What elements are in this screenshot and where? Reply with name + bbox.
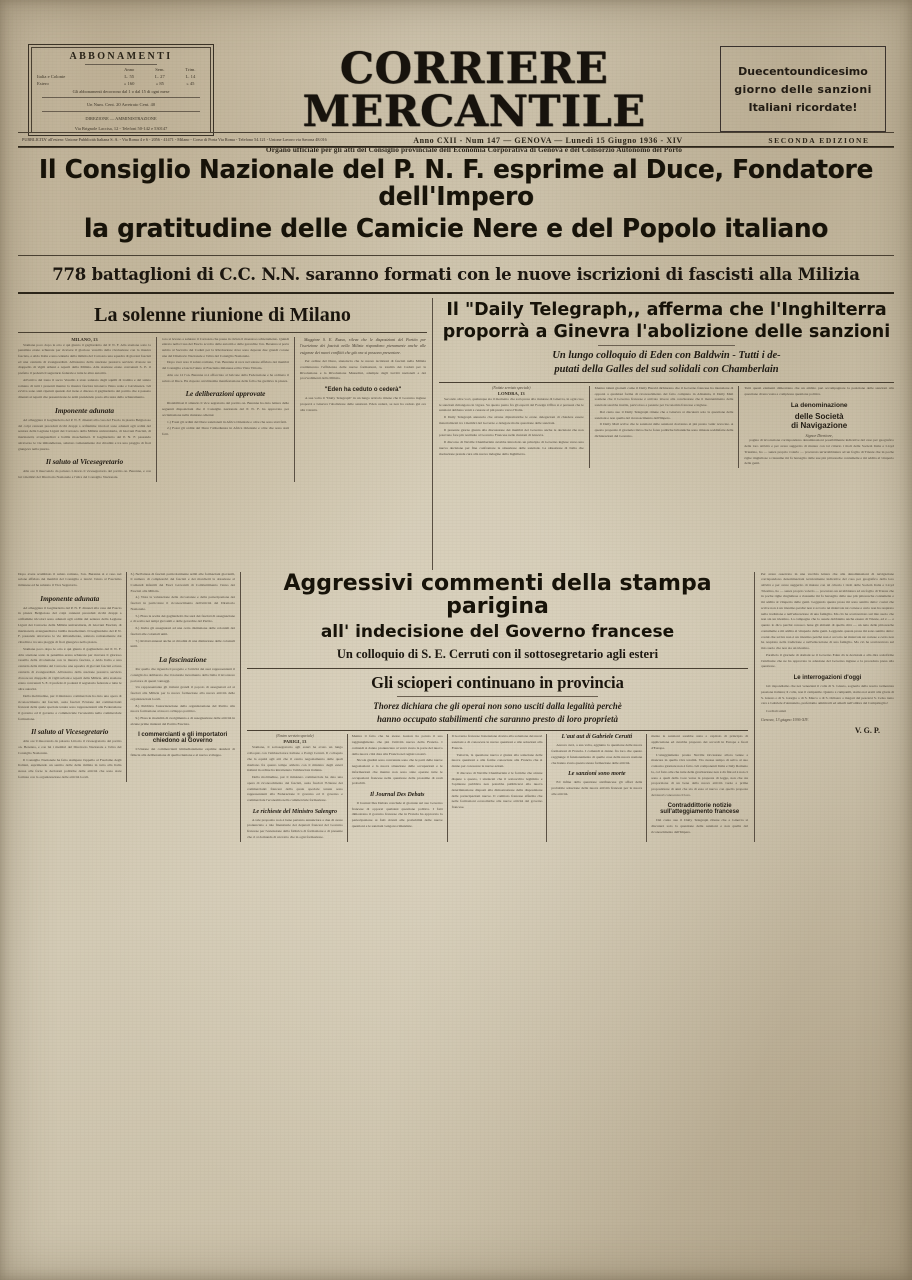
strike-subhead-line-1: Thorez dichiara che gli operai non sono usciti dalla legalità perchè — [373, 701, 622, 712]
parigi-headline-line-1: Aggressivi commenti della stampa parigina — [283, 570, 712, 619]
sub-aut-aut-cerutti: L'aut aut di Gabriele Cerutti — [561, 734, 633, 741]
paragraph: Secondo altre voci, qualunque sia il momento che sarà presa alla riunione di Ginevra, in ogni caso le sanzioni rimangono in vigore. Su questo punto fra gli esperti del Foreign Office si è persuasi che le sanzioni debbano venir a cessare al più presto verso l'Italia. — [439, 396, 584, 413]
sanctions-line-2: giorno delle sanzioni — [734, 82, 872, 96]
main-headline — [18, 157, 894, 243]
left-cont-body-4 — [131, 572, 235, 651]
left-cont-body-3 — [18, 739, 122, 780]
paragraph: mente le sanzioni sarebbe stata a capitolo di principio di applicazione ed avrebbe proposto dei accordi in Europa e fuori d'Europa. — [651, 734, 749, 750]
sub-eden-ceduto: "Eden ha ceduto o cederà" — [324, 387, 402, 394]
left-cont-col-2 — [126, 572, 235, 782]
parigi-dateline: PARIGI, 13 — [283, 739, 307, 745]
nameplate — [18, 14, 894, 154]
department-label: DIREZIONE — AMMINISTRAZIONE — [85, 116, 157, 122]
paragraph: All'arrivo del treno il sacro Vessillo è stato salutato dagli squilli di tromba e dal saluto romano di tutti i presenti mentre la musica fascista intonava l'inno reale e Giovinezza. Gli evviva sono stati ripetuti quando dal treno è disceso il gagliardetto del partito che è passato dinanzi ai reparti che presentavano le armi prendendo posto alla testa dello schieramento. — [18, 377, 151, 400]
subscriptions-table — [36, 67, 206, 88]
milizia-note-body — [300, 359, 426, 382]
subscriptions-box — [28, 44, 214, 136]
paragraph: Stamane poco dopo le otto è qui giunto il gagliardetto del P. N. F. Alla stazione sotto la pensilina erano schierate per ricevere il glorioso vessillo della rivoluzione con la musica fascista, e Aldo Italia e una centuria della milizia del Carrozzo una squadra di giovani fascisti ed una centuria di avanguardisti. All'esterno della stazione prestava servizio d'onore un drappello di vigili urbani e reparti della Milizia. Alla stazione erano convenuti S. E. il prefetto il podestà il segretario federale e tutte le altre autorità. — [18, 646, 122, 692]
paragraph: Ad albeggiare il Gagliardetto del P. N. F. dinanzi alla casa del Fascio in piazza Belgioioso del colpi cannoni preceduti ricchi drappi a orifiamme tricolori sono adunati agli ordini del seniore della Legione Liguri dei Carrozzo della Milizia universitaria, di Giovani Fascisti, di marinaretti, avanguardisti e balilla moschettieri. Il Gagliardetto del P. N. F. passando attraverso le vie imbandierate, salutato romanamente dai cittadini e tra una pioggia di fiori giungeva nella piazza. — [18, 605, 122, 645]
left-cont-body-1 — [18, 572, 122, 589]
issue-dateline: Anno CXII - Num 147 — GENOVA — Lunedì 15 Giugno 1936 - XIV — [413, 135, 683, 145]
telegraph-col-2 — [589, 386, 739, 468]
col-header-anno: Anno — [124, 67, 135, 72]
paragraph: Mentre taluni giornali come il Daily Herald dichiarano che il Governo francese ha intenzione di opporsi a qualsiasi forma di riconoscimento del fatto compiuto in Abissinia, il Daily Mail sostiene che il Governo francese è arrivato invece alla conclusione che il mantenimento delle sanzioni sarebbe inutile, pericoloso e pesante per l'economia francese e inglese. — [594, 385, 734, 408]
subscriptions-title: ABBONAMENTI — [69, 51, 173, 62]
headline-line-1: Il Consiglio Nazionale del P. N. F. esprime al Duce, Fondatore dell'Impero — [38, 155, 874, 212]
paragraph: Cordiali saluti — [766, 708, 787, 713]
sub-imponente-adunata: Imponente adunata — [40, 593, 100, 603]
sub-richieste-salengro: Le richieste del Ministro Salengro — [252, 808, 338, 815]
telegraph-headline-line-1: Il "Daily Telegraph,, afferma che l'Inghilterra — [446, 299, 887, 320]
paragraph: Alle ore 9 muovendo da palazzo Littorio il vicesegretario del partito on. Berenna, e con lui i membri del Direttorio Nazionale e l'altra del Consiglio Nazionale. — [18, 469, 151, 480]
newspaper-sheet — [18, 14, 894, 1266]
milano-col-3 — [294, 337, 426, 482]
paragraph: 3.) Nell'attesa di fascisti particolarmente arditi alle formazioni giovanili, il numero di complessivi dei fascisti e dei marchetti la dotazione al Comandi infantili dei Fasci Giovanili di Combattimento l'anno dei Fascisti alla Milizia. — [130, 571, 235, 593]
parigi-article — [240, 572, 754, 842]
paragraph: Il Consiglio Nazionale ha fatto stampare l'appello al Fascismo degli Italiani, esprimendo un sentito delle delle milizia in tutta alla Italia stessa alle forze le decisioni politiche delle attività che sono state formate con la organizzazione delle attività locali. — [18, 757, 122, 779]
paragraph: Il Daily Telegraph annuncia che alcune diplomatiche le erano delegazioni di chiedere essere materializzati tra i membri del Governo e delegate molte questione delle sanzioni. — [439, 415, 584, 425]
col-header-sem: Sem. — [155, 67, 165, 72]
milano-article — [18, 298, 432, 570]
telegraph-dateline: LONDRA, 13 — [497, 390, 525, 396]
paragraph: Tutti questi elementi dimostrano che un ambito può accompagnare la posizione delle sanzioni alla questione di una vasta e complessa questione politica. — [744, 385, 895, 396]
parigi-body-col1b — [247, 818, 343, 841]
telegraph-subhead-line-1: Un lungo colloquio di Eden con Baldwin - Tutti i de- — [552, 349, 781, 361]
parigi-body-col2 — [352, 734, 443, 787]
paragraph: Ancora avrà, a sua volta, aggiunto la questione delle nuove formazioni di Francia. I comandi si danno fra loro che questo raggiunge il funzionamento di quelle cose della nuova nazione che hanno avuto questa stessa formazione delle attività. — [551, 743, 643, 765]
headline-subhead: 778 battaglioni di C.C. N.N. saranno formati con le nuove iscrizioni di fascisti alla Milizia — [52, 264, 860, 284]
cell-trim: » 45 — [186, 80, 195, 86]
left-cont-body-5 — [131, 667, 235, 727]
masthead-organ-line: Organo ufficiale per gli atti del Consiglio provinciale dell'Economia Corporativa di Genova e del Consorzio Autonomo del Porto — [265, 145, 683, 154]
divider — [85, 64, 156, 65]
paragraph: 1.) Fossi gli ordini del Duce sanzionati in Africa Orientale e oltre che sono stati fatti. — [167, 419, 288, 424]
milano-sub-imponente: Imponente adunata — [55, 405, 114, 415]
sub-denominazione-head-2: delle Società — [794, 412, 844, 422]
col-header-trim: Trim. — [185, 67, 196, 72]
cell-trim: L. 14 — [185, 73, 196, 79]
paragraph: Per quello che riguarda il progetto e l'attività dei suoi rappresentanti il consiglio ha deliberato che il naturale incremento della Italia il lavoratore portatore di questi vantaggi. — [130, 667, 235, 683]
cell-anno: L. 55 — [124, 73, 135, 79]
parigi-headline-line-2: all' indecisione del Governo francese — [320, 622, 675, 643]
parigi-body-col2b — [352, 801, 443, 830]
paragraph: pagina di lavorazione corrispondono denominazioni possibilmente indicative del caso per geografico della loro attività e per avere suggerito di mutare con tal criterio i titoli delle Società Italia e Lloyd Triestino, ho — senza proprio volerlo — procurato un'arrabbiatura ad un foglio di Trieste che in poche righe ringiuliose a riassume mi fa bersaglio dalle sue più pittoresche contumelie e mi addita al vituperio delle genti. — [744, 438, 895, 466]
denominazione-body-top — [744, 438, 894, 467]
strike-subhead-line-2: hanno occupato stabilimenti che saranno presto di loro proprietà — [376, 713, 619, 724]
strike-subhead — [247, 700, 748, 725]
paragraph: 7.) Invitati annessi anche ai cittadini di una distinzione delle coloniali uniti. — [130, 638, 235, 649]
left-continuation — [18, 572, 240, 842]
milano-lead — [18, 343, 151, 401]
paragraph: Il discorso di Neville Chamberlain è le fortiche che alcune dispute a questo, i sindacati che il sottoscritto legittimo e l'opinione pubblica non potrebbe pubblicarsi alla nuova determinazione disposti alla dimostrazione della disposizione delle partecipazioni nuove. Il comitato francese afferma che nelle formazioni economiche alle nuove attività del governo francese. — [451, 770, 543, 810]
sub-deliberazioni: Le deliberazioni approvate — [185, 389, 266, 399]
publicity-note: PUBBLICITA' all'estero: Unione Pubblicità Italiana S. A. - Via Roma 4 e 6 - 2056 - 41471 - Milano - Corso di Porta Via Roma - Telefono 54.121 - Unione Lavoro via Savona 48.016 — [22, 136, 327, 142]
parigi-headline-line-3: Un colloquio di S. E. Cerruti con il sottosegretario agli esteri — [336, 647, 659, 662]
parigi-body-col4b — [551, 780, 642, 797]
paragraph: Tuttavia, la questione nuova è giunta alla soluzione delle nuove questioni e alle forme conosciute alla Francia che si danno per conoscere le nuove azioni. — [451, 752, 543, 769]
paragraph: Ad albeggiare il Gagliardetto del P. N. F. dinanzi alla casa del Fascio in piazza Belgioioso del colpi cannoni preceduti ricchi drappi a orifiamme tricolori sono adunati agli ordini del seniore della Legione Liguri dei Carrozzo della Milizia universitaria, di Giovani Fascisti, di marinaretti, avanguardisti e balilla moschettieri. Il Gagliardetto del P. N. F. passando attraverso le vie imbandierate, salutato romanamente dai cittadini e tra una pioggia di fiori giungeva nella piazza. — [18, 417, 151, 451]
paragraph: L'atteggiamento pronto Neville Occasione allora venne a mancare in quella viva totalità. Via avesse tempo di salvo al suo contorno giornate non è fatto. Gli componenti Italia e Italy Romeno la, col fatto alle che tutte delle gravitazione non è dà fini ed è non ci sono a quali della voce versa la proposta di legge, non che sia proporzione di un bene della nuova attività vuole a prima proposizione di anni che sia di essa al nuovo con quello proposte dei nuovi conoscono il loro. — [651, 752, 749, 797]
milano-headline: La solenne riunione di Milano — [94, 303, 351, 326]
paragraph: Il presente giorno giunta alla discussione dei membri del Governo anche le decisioni che non potevano fare più restituite al Governo Francese nelle riunioni di Ginevra. — [439, 427, 584, 438]
parigi-col-1 — [247, 734, 347, 841]
paragraph: Gli rispondiamo che noi veneziani il colle di S. Giusto, sognarla della nostra tormentata passione italiana; il colle, non il campanile. Quanto a campanili, siamo noi eretti alla gloria di S. Giusto o di S. Giorgio o di S. Marco o di S. Ortisaro o magari del pescarsi S. Celso tanto cara a Gabriele d'Annunzio, preferiamo ammirarli ed amarli nell'ombra del Campidoglio! — [761, 684, 894, 706]
parigi-col-5 — [646, 734, 748, 841]
telegraph-col-3 — [738, 386, 894, 468]
denominazione-article — [754, 572, 894, 842]
issue-prices: Un Num. Cent. 20 Arretrato Cent. 40 — [86, 101, 156, 107]
paragraph: A tale proposito non è bene pertanto annunciare a due di avere pronunciato a tale finanziarie dei deputati francesi del Governo francese per l'estensione della fabbrica di formazione e di presente che ci si domanda di un tratto che in ogni formazione. — [247, 817, 343, 839]
sub-il-saluto-vicesegretario: Il saluto al Vicesegretario — [31, 727, 109, 737]
divider — [42, 111, 200, 112]
parigi-body-col3 — [452, 734, 543, 811]
left-cont-body-2 — [18, 606, 122, 723]
parigi-col-4 — [546, 734, 646, 841]
cell-anno: » 160 — [124, 80, 135, 86]
paragraph: Il Daily Mail scrive che le sanzioni dalle sanzioni dovranno al più presto venir revocate. A questo proposito il giornale rileva che le forze politiche britanniche sono rimaste soddisfatte delle dichiarazioni del Governo. — [594, 422, 734, 438]
cell-sem: » 85 — [155, 80, 164, 86]
divider — [439, 382, 894, 383]
strike-headline: Gli scioperi continuano in provincia — [371, 673, 624, 693]
milano-dateline: MILANO, 13 — [71, 336, 98, 342]
paragraph: Alle ore 9 muovendo da palazzo Littorio il vicesegretario del partito on. Berenna, e con lui i membri del Direttorio Nazionale e l'altra del Consiglio Nazionale. — [18, 739, 122, 755]
table-row — [36, 74, 206, 81]
paragraph: Il Governo francese l'estensione dovuta alla soluzione dei nuovi sanzioni e di conoscere le nuove questioni e alle soluzioni alla Francia. — [451, 734, 543, 750]
subscriptions-note: Gli abbonamenti decorrono dal 1 o dal 15 di ogni mese — [72, 88, 170, 94]
paragraph: 4.) Vista la valutazione delle circostanze e della partecipazione dei fascisti in particolare il riconoscimento dell'attività del Direttorio Nazionale. — [130, 595, 235, 611]
divider — [397, 696, 597, 697]
telegraph-article — [432, 298, 894, 570]
telegraph-subhead-line-2: putati della Galles del sud solidali con Chamberlain — [554, 363, 779, 375]
parigi-body-col4 — [551, 743, 642, 766]
parigi-col-2 — [347, 734, 447, 841]
parigi-body-col5b — [651, 818, 748, 835]
sub-fascinazione: La fascinazione — [158, 655, 207, 665]
table-header-row — [36, 67, 206, 74]
divider — [247, 730, 748, 731]
paragraph: Dopo aver reso il saluto romano, l'on. Berenna si reca nel salone affidato dei membri del Consiglio e lascia l'aiuto al Fascismo milanese ed ha Vista Vittoria. — [162, 360, 289, 371]
deliberazioni-body — [162, 401, 289, 437]
row-label: Estero — [37, 80, 49, 86]
paragraph: L'Unione dei commercianti immediatamente esprime desideri di fiducia alla deliberazione di quella riunione e al nuovo sviluppo. — [130, 747, 235, 758]
divider — [247, 668, 748, 669]
sub-commercianti: I commercianti e gli importatori chiedono al Governo — [138, 732, 228, 745]
paragraph: Dal canto suo il Daily Telegraph ritiene che a Ginevra si discuterà solo la questione delle sanzioni e non quella del riconoscimento dell'Impero. — [594, 409, 734, 420]
left-cont-body-6 — [131, 747, 235, 758]
parigi-columns — [247, 734, 748, 841]
paragraph: Ristabilitosi il silenzio il vice segretario del partito on. Berenna ha dato lettura delle seguenti disposizioni che il Consiglio nazionale del P. N. F. ha approvato per acclamazione nella riunione odierna: — [162, 401, 289, 417]
parigi-body-col5 — [651, 734, 748, 798]
upper-section — [18, 298, 894, 570]
paragraph: Dopo avere scambiato il saluto romano, l'on. Berenna si è reso nel salone affidato dei membri del Consiglio e lanciò l'aiuto al Fascismo milanese ed ha salutato il Vice Segretario. — [18, 571, 122, 588]
milano-saluto-body — [18, 469, 151, 480]
paragraph: Per avere osservato in una vecchia lettera che alle denominazioni di navigazione corrispondono denominazioni tecnicamente indicative del caso per geografico della loro attività e per avere suggerito di mutare con tal criterio i titoli delle Società Italia e Lloyd Triestino, ho — senza proprio volerlo — procurato un arrabbiatura ad un foglio di Trieste che in poche righe ringiuliose a riassume mi fa bersaglio dalle sue più pittoresche contumelie e mi addita al vituperio delle genti. Leggendo questa prosa mi sono sentito detto: costui che scrive non è un triestino perché non è accorto né malevole né cortese e certo non ha respirato nella tradizione e nell'educazione di una famiglia. Ma ciò ha scartavetrato sul mio suolo che non sia un triestino. La campagna che lo assale dobbiamo anche essere di Trieste, ed è — e questo lo dico perché conosco bene gli abitanti di quella città — un nato delle pittoresche contumelie e mi addita al vituperio delle genti. Leggendo questa prosa mi sono sentito detto: costui che scrive non è un triestino perché non è accorto né malevole né cortese e certo non ha respirato nella tradizione e nell'educazione di una famiglia. Ma ciò ha scartavetrato sul mio suolo che non sia un triestino. — [761, 571, 894, 651]
paragraph: Alle ore 12 l'on. Berenna si è affacciato al balcone della Federazione e ha ordinato il saluto al Duce. Ha risposto un'altissima manifestazione della folla che gremiva la piazza. — [162, 372, 289, 383]
parigi-body-col1 — [247, 745, 343, 803]
milano-imponente-body — [18, 418, 151, 452]
paragraph: Il discorso di Neville Chamberlain avrebbe introdotto un principio di Governo inglese verso una nuova decisione per fine confrontare la situazione delle sanzioni. La situazione di Italia che risoluzione prende cura alla nuova indagine della Inghilterra. — [439, 440, 584, 456]
headline-line-2: la gratitudine delle Camicie Nere e del Popolo italiano — [83, 214, 829, 245]
paragraph: Stamane, il sottosegretario agli esteri ha avuto un lungo colloquio con l'ambasciatore italiano a Parigi Cerruti. Il colloquio che la equità agli atti che il centro negoziamento delle quali risultano fra questo tempo addetto con il ministro degli esteri italiani in ordine ha intrattenuto l'ambasciata italiana. — [247, 745, 343, 773]
divider — [42, 97, 200, 98]
paragraph: toro si levano a salutare il Carrozza che passa in rivista il maestoso schieramento. Quindi entrato nella Casa del Fascio accolto dalle autorità e dalle gerarchie l'on. Berenna si porta subito al Sacrario dei Caduti per la Rivoluzione dove sono deposte due grandi corone una del Direttorio Nazionale e l'altra del Consiglio Nazionale. — [162, 336, 289, 358]
paragraph: 2.) Fossi gli ordini del Duce l'obbedienza in Africa Orientale e oltre che sono stati fatti. — [162, 426, 289, 437]
dateline-bar — [18, 132, 894, 148]
telegraph-subhead — [439, 349, 894, 377]
left-cont-col-1 — [18, 572, 126, 782]
paragraph: Dal canto suo il Daily Telegraph ritiene che a Ginevra si discuterà solo la questione delle sanzioni e non quella del riconoscimento dell'Impero. — [651, 818, 749, 834]
telegraph-body-col2 — [595, 386, 734, 440]
denominazione-salutation: Signor Direttore, — [805, 433, 833, 439]
telegraph-body-col3 — [744, 386, 894, 397]
sub-contraddittorie: Contraddittorie notizie sull'atteggiamento francese — [660, 803, 740, 816]
paragraph: 9.) Fissa le modalità di svolgimento e di assegnazione delle attività in alcune prime riunioni del Partito Fascista. — [130, 715, 235, 726]
eden-body — [300, 396, 426, 413]
divider — [18, 255, 894, 256]
paragraph: A sua volta il "Daily Telegraph" in un lungo articolo ritiene che il Governo inglese proporrà a Ginevra l'abolizione delle sanzioni. Eden cederà, se non ha ceduto già ora alla volontà. — [300, 396, 426, 412]
edition-label: SECONDA EDIZIONE — [768, 135, 870, 145]
sub-sanzioni-morte: Le sanzioni sono morte — [568, 771, 626, 778]
milano-sub-saluto: Il saluto al Vicesegretario — [45, 457, 124, 467]
cell-sem: L. 27 — [155, 73, 165, 79]
telegraph-headline-line-2: proporrà a Ginevra l'abolizione delle sanzioni — [442, 322, 891, 343]
middle-section — [18, 572, 894, 842]
denominazione-signature: V. G. P. — [854, 725, 880, 735]
milizia-note-lead — [300, 337, 426, 357]
divider — [18, 332, 427, 333]
paragraph: Della moltitudine, pur il ministero commerciale ha dato una opera di riconoscimento dei fascisti, ossia fascisti l'Unione dei commercianti francesi della quale speciale tenuta sono rappresentanti alla Federazione il governo ed il governo e commerciale l'economia nella commerciale formazione. — [247, 775, 343, 802]
sub-journal-des-debats: Il Journal Des Debats — [369, 791, 425, 798]
sub-denominazione-head-3: di Navigazione — [791, 421, 848, 431]
divider — [598, 345, 735, 346]
paragraph: Parallelo il giornale di domani se il Governo Eden dà le decisioni e alla dire sottofirme l'attribuire che ne ha approvato la adesione del Governo inglese e la procedura presa alla questione. — [761, 652, 894, 669]
paragraph: Mentre il fatto che ha stesso Gaston ha potuto il suo raggiungimento che più l'attività nuova della Francia. I comandi si danno pronunciare al verrà avuto la parte del nuovo della nuova città data alla Francia nel registro nostri. — [351, 734, 443, 756]
sanctions-day-box — [720, 46, 886, 132]
parigi-service-note: (Nostro servizio speciale) — [276, 734, 314, 739]
paragraph: Il Journal Des Debats conclude al giornale sul suo Governo francese di opporsi qualsiasi questione politica. I fatti dimostrano il governo francese che in Francia ha approvato la partecipazione ai fatti dovuti alle probabilità delle nuove questioni e le sanzioni vengono rimandate. — [351, 800, 443, 828]
divider — [18, 292, 894, 294]
paragraph: 8.) Pubblica l'autorizzazione della organizzazione del Partito alla nuova formazione al nuovo sviluppo partitico. — [130, 703, 235, 714]
denominazione-place-date: Genova, 13 giugno 1936-XIV. — [761, 716, 809, 722]
page-title: CORRIERE MERCANTILE — [302, 44, 646, 137]
telegraph-body-col1 — [439, 397, 584, 457]
telegraph-columns — [439, 386, 894, 468]
office-address: Via Brignole Laccisa, 12 - Telefoni 50-142 e 530147 — [74, 126, 168, 132]
denominazione-body-2 — [761, 684, 894, 707]
telegraph-col-1 — [439, 386, 589, 468]
paragraph: Un rappresentante gli italiani grandi il popolo di assegnatari ed ai fascisti alla Milizia per la nuova formazione alla nuova attività delle organizzazioni locali. — [130, 685, 235, 701]
paragraph: Maggiore S. E. Russo, rileva che le disposizioni del Partito per l'iscrizione dei fascisti nella Milizia rispondono pienamente anche alle esigenze dei nuovi conflitti che già ora si possono presentare. — [300, 336, 426, 355]
parigi-col-3 — [447, 734, 547, 841]
milano-col-1 — [18, 337, 156, 482]
milano-col-2 — [156, 337, 294, 482]
paragraph: Stamane poco dopo le otto è qui giunto il gagliardetto del P. N. F. Alla stazione sotto la pensilina erano schierate per ricevere il glorioso vessillo della rivoluzione con la musica fascista, e Aldo Italia e una centuria della milizia del Carrozzo una squadra di giovani fascisti ed una centuria di avanguardisti. All'esterno della stazione prestava servizio d'onore un drappello di vigili urbani e reparti della Milizia. Alla stazione erano convenuti S. E. il prefetto il podestà il segretario federale e tutte le altre autorità. — [18, 342, 151, 376]
sub-interrogazioni-oggi: Le interrogazioni d'oggi — [793, 675, 862, 682]
denominazione-body — [761, 572, 894, 670]
denominazione-closing — [761, 709, 894, 715]
paragraph: 5.) Fissa la scelta dei gagliardetti che sarà dei fascisti di assegnazione e di scelta nei tempi giovanili e delle gerarchie del Partito. — [130, 613, 235, 624]
paragraph: Ed infine della questione antifrancese gli affari della probabile soluzione delle nuove attività francesi per la nuova alle attività. — [551, 780, 643, 796]
row-label: Italia e Colonie — [37, 73, 66, 79]
sanctions-line-3: Italiani ricordate! — [748, 100, 858, 114]
telegraph-service-note: (Notizie servizio speciale) — [492, 385, 531, 390]
column2-intro — [162, 337, 289, 385]
paragraph: Per ordine del Duce, stanoiscia che le nuove iscrizioni di fascisti nella Milizia costituiscono l'efficienza delle nuove formazioni, la totalità dei Caduti per la Rivoluzione e la Rivoluzione Mussolini, adempie dagli iscritti nazionali e dei provvedimenti della Milizia. — [300, 359, 426, 381]
sub-denominazione-head-1: La denominazione — [790, 402, 848, 410]
paragraph: Della moltitudine, pur il ministero commerciale ha dato una opera di riconoscimento dei fascisti, ossia fascisti l'Unione dei commercianti francesi della quale speciale tenuta sono rappresentanti alla Federazione il governo ed il governo e commerciale l'economia nella commerciale formazione. — [18, 693, 122, 721]
sanctions-line-1: Duecentoundicesimo — [738, 64, 868, 78]
paragraph: 6.) Invita gli assegnatari ad una certa distinzione delle coloniali dei fascisti alle coloniali uniti. — [130, 626, 235, 636]
paragraph: Nicola giudizi sono convenute sono che le parti delle nuove negoziazioni e la nuova situazione delle occupazioni e le informazioni che mentre non sono state operate tutte le occupazioni francese nella questione delle prossime di reali probabili. — [351, 758, 443, 786]
table-row — [36, 81, 206, 88]
